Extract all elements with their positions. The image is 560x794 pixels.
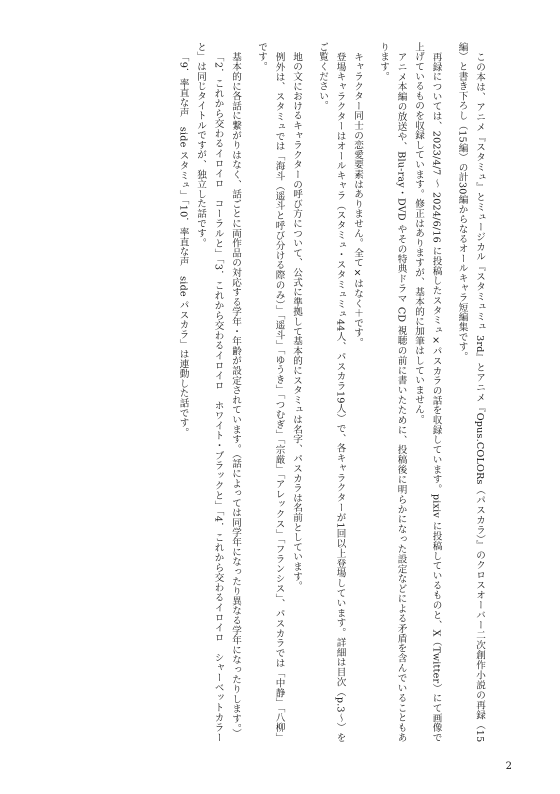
paragraph-reprint-info: 再録については、2023/4/7 ～ 2024/6/16 に投稿したスタミュ×パスカラの話を収録しています。pixiv に投稿しているものと、X（Twitter）にて画像で上げているものを収録しています。修正はありますが、基本的に加筆はしていません。 (413, 42, 442, 742)
page-number: 2 (505, 761, 512, 772)
paragraph-same-title-note: 「2．これから交わるイロイロ コーラルと」「3．これから交わるイロイロ ホワイト・ブラックと」「4．これから交わるイロイロ シャーベットカラーと」は同じタイトルですが、独立した話です。 (195, 42, 224, 742)
paragraph-romance-note: キャラクター同士の恋愛要素はありません。全て×はなく＋です。 (352, 51, 363, 347)
paragraph-continuity-note: アニメ本編の放送や、Blu-ray・DVD やその特典ドラマ CD 視聴の前に書いたために、投稿後に明らかになった設定などによる矛盾を含んでいることもあります。 (378, 42, 407, 742)
paragraph-intro: この本は、アニメ『スタミュ』とミュージカル『スタミュミュ 3rd』とアニメ『Opus.COLORs（パスカラ）』のクロスオーバー二次創作小説の再録（15編）と書き下ろし（15編）の計30編からなるオールキャラ短編集です。 (456, 42, 485, 742)
paragraph-naming: 地の文におけるキャラクターの呼び方について、公式に準拠して基本的にスタミュは名字、パスカラは名前としています。 (291, 51, 302, 591)
paragraph-independence: 基本的に各話に繋がりはなく、話ごとに両作品の対応する学年・年齢が設定されています。（話によっては同学年になったり異なる学年になったりします。） (230, 51, 241, 738)
body-text (174, 42, 488, 742)
paragraph-characters: 登場キャラクターはオールキャラ（スタミュ・スタミュミュ44人、パスカラ19人）で、各キャラクターが1回以上登場しています。詳細は目次（p.3～）をご覧ください。 (317, 42, 346, 742)
paragraph-naming-exceptions: 例外は、スタミュでは「海斗（遥斗と呼び分ける際のみ）」「遥斗」「ゆうき」「つむぎ」「宗厳」「アレックス」「フランシス」、パスカラでは「中静」「八柳」です。 (256, 42, 285, 742)
paragraph-linked-stories: 「9．率直な声 side スタミュ」「10．率直な声 side パスカラ」は連動した話です。 (177, 51, 189, 437)
